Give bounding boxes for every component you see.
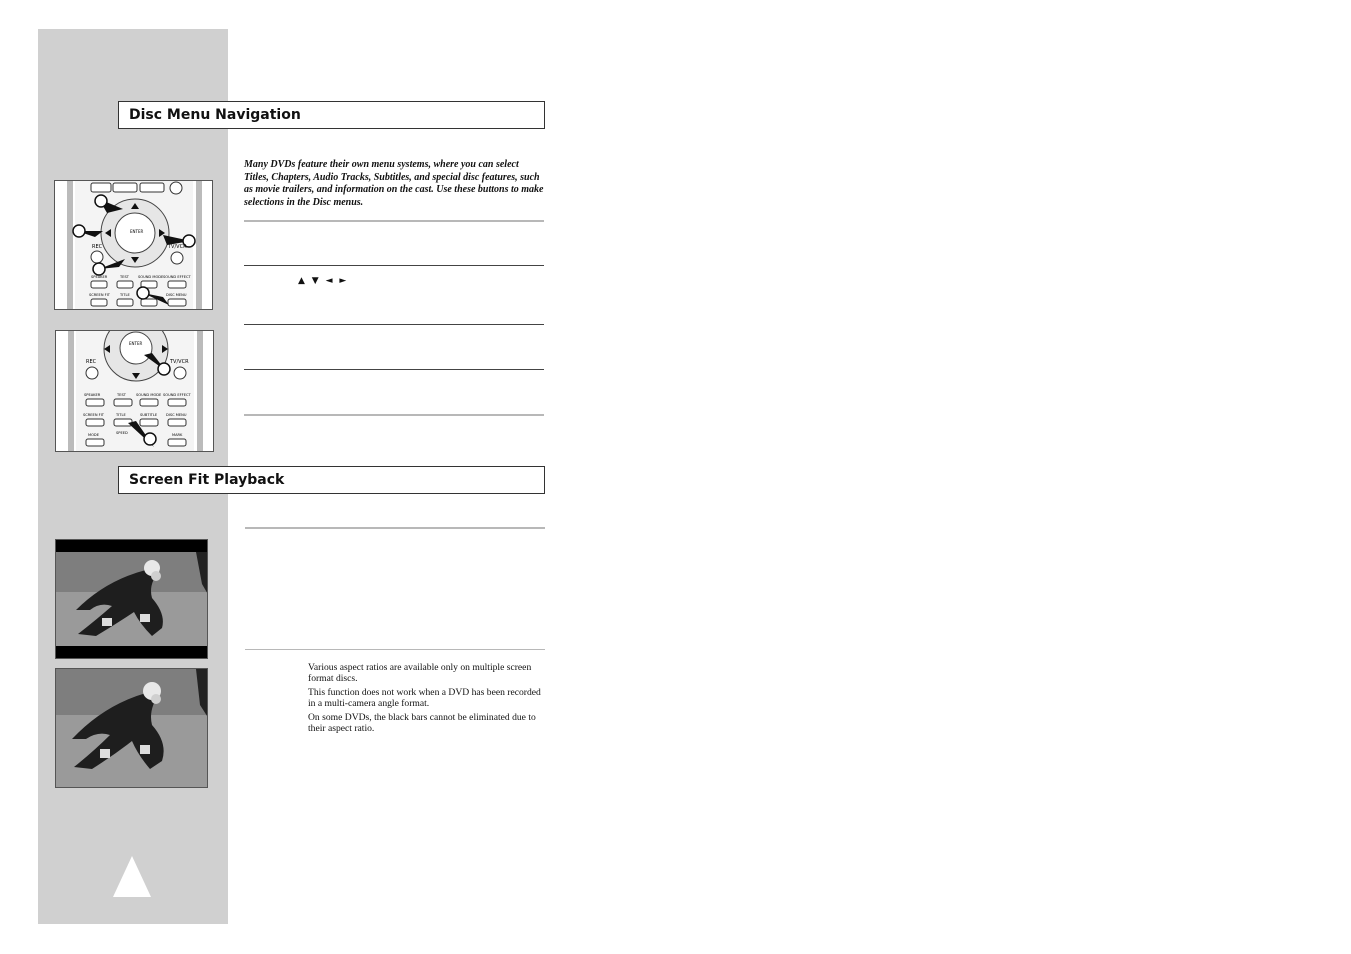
rec-label: REC bbox=[86, 359, 97, 365]
note-item: On some DVDs, the black bars cannot be eliminated due to their aspect ratio. bbox=[308, 712, 536, 734]
divider bbox=[244, 220, 544, 222]
note-item: This function does not work when a DVD has been recorded in a multi-camera angle format. bbox=[308, 687, 541, 709]
section-title-screen-fit: Screen Fit Playback bbox=[129, 472, 285, 488]
skater-image-letterbox bbox=[56, 540, 208, 659]
mark-label: MARK bbox=[172, 433, 183, 437]
screen-fit-label: SCREEN FIT bbox=[89, 293, 110, 297]
remote-drawing-1 bbox=[55, 181, 213, 310]
divider bbox=[245, 527, 545, 529]
note-item: Various aspect ratios are available only on multiple screen format discs. bbox=[308, 662, 532, 684]
speaker-label: SPEAKER bbox=[84, 393, 101, 397]
screen-fit-label: SCREEN FIT bbox=[83, 413, 104, 417]
direction-arrows: ▲ ▼ ◄ ► bbox=[298, 276, 349, 286]
title-label: TITLE bbox=[116, 413, 126, 417]
letterbox-photo bbox=[55, 539, 208, 659]
divider bbox=[244, 324, 544, 325]
sound-effect-label: SOUND EFFECT bbox=[163, 393, 191, 397]
title-label: TITLE bbox=[120, 293, 130, 297]
remote-drawing-2 bbox=[56, 331, 214, 452]
divider bbox=[245, 649, 545, 650]
intro-text: Many DVDs feature their own menu systems, where you can select Titles, Chapters, Audio Tracks, Subtitles, and special disc features, such as movie trailers, and information on the cast. Use these buttons to make selections in the Disc menus. bbox=[244, 159, 544, 208]
speed-label: SPEED bbox=[116, 431, 128, 435]
sound-mode-label: SOUND MODE bbox=[136, 393, 162, 397]
notes bbox=[308, 663, 548, 738]
remote-illustration-2 bbox=[55, 330, 214, 452]
subtitle-label: SUBTITLE bbox=[140, 413, 158, 417]
remote-illustration-1 bbox=[54, 180, 213, 310]
section-title-disc-menu: Disc Menu Navigation bbox=[129, 107, 301, 123]
enter-label: ENTER bbox=[129, 341, 143, 346]
skater-image-fit bbox=[56, 669, 208, 788]
disc-menu-label: DISC MENU bbox=[166, 293, 187, 297]
tvvcr-label: TV/VCR bbox=[168, 244, 187, 250]
sound-mode-label: SOUND MODE bbox=[138, 275, 164, 279]
screen-fit-photo bbox=[55, 668, 208, 788]
divider bbox=[244, 414, 544, 416]
section-header-screen-fit bbox=[118, 466, 545, 494]
page-corner-triangle bbox=[113, 856, 151, 897]
section-header-disc-menu bbox=[118, 101, 545, 129]
test-label: TEST bbox=[120, 275, 129, 279]
rec-label: REC bbox=[92, 244, 103, 250]
mode-label: MODE bbox=[88, 433, 99, 437]
divider bbox=[244, 369, 544, 370]
test-label: TEST bbox=[117, 393, 126, 397]
divider bbox=[244, 265, 544, 266]
tvvcr-label: TV/VCR bbox=[170, 359, 189, 365]
speaker-label: SPEAKER bbox=[91, 275, 108, 279]
sound-effect-label: SOUND EFFECT bbox=[163, 275, 191, 279]
enter-label: ENTER bbox=[130, 229, 144, 234]
disc-menu-label: DISC MENU bbox=[166, 413, 187, 417]
